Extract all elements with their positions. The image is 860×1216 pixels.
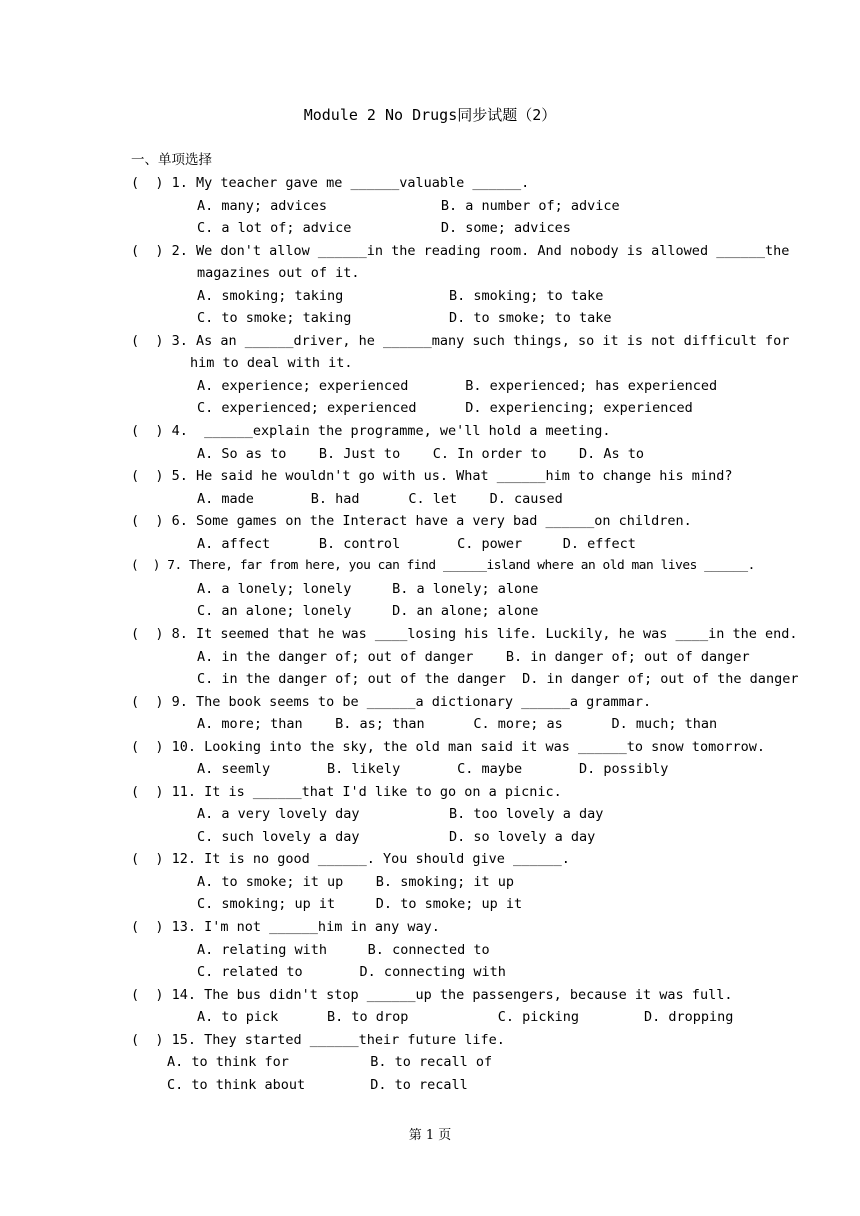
question-line: ( ) 8. It seemed that he was ____losing his life. Luckily, he was ____in the end. — [131, 626, 798, 642]
option-line: A. a lonely; lonely B. a lonely; alone — [197, 581, 539, 597]
option-line: C. related to D. connecting with — [197, 964, 506, 980]
question-line: ( ) 14. The bus didn't stop ______up the passengers, because it was full. — [131, 987, 733, 1003]
option-line: A. experience; experienced B. experienced; has experienced — [197, 378, 718, 394]
option-line: C. smoking; up it D. to smoke; up it — [197, 896, 523, 912]
option-line: A. in the danger of; out of danger B. in danger of; out of danger — [197, 649, 750, 665]
option-line: A. affect B. control C. power D. effect — [197, 536, 636, 552]
question-line: ( ) 5. He said he wouldn't go with us. What ______him to change his mind? — [131, 468, 733, 484]
question-line: ( ) 2. We don't allow ______in the reading room. And nobody is allowed ______the — [131, 243, 790, 259]
question-line: ( ) 15. They started ______their future life. — [131, 1032, 505, 1048]
question-line: ( ) 9. The book seems to be ______a dictionary ______a grammar. — [131, 694, 652, 710]
question-continuation-line: him to deal with it. — [190, 355, 353, 371]
option-line: A. more; than B. as; than C. more; as D. much; than — [197, 716, 718, 732]
question-line: ( ) 11. It is ______that I'd like to go on a picnic. — [131, 784, 562, 800]
option-line: A. seemly B. likely C. maybe D. possibly — [197, 761, 669, 777]
option-line: C. to think about D. to recall — [167, 1077, 468, 1093]
option-line: C. to smoke; taking D. to smoke; to take — [197, 310, 612, 326]
option-line: A. a very lovely day B. too lovely a day — [197, 806, 604, 822]
option-line: A. made B. had C. let D. caused — [197, 491, 563, 507]
question-line: ( ) 13. I'm not ______him in any way. — [131, 919, 440, 935]
question-line: ( ) 7. There, far from here, you can find ______island where an old man lives ______. — [131, 558, 755, 573]
option-line: C. experienced; experienced D. experiencing; experienced — [197, 400, 693, 416]
option-line: A. to pick B. to drop C. picking D. dropping — [197, 1009, 734, 1025]
question-line: ( ) 12. It is no good ______. You should give ______. — [131, 851, 570, 867]
option-line: C. in the danger of; out of the danger D. in danger of; out of the danger — [197, 671, 799, 687]
option-line: A. to smoke; it up B. smoking; it up — [197, 874, 514, 890]
question-continuation-line: magazines out of it. — [197, 265, 360, 281]
option-line: A. to think for B. to recall of — [167, 1054, 493, 1070]
question-line: ( ) 4. ______explain the programme, we'll hold a meeting. — [131, 423, 611, 439]
option-line: C. a lot of; advice D. some; advices — [197, 220, 571, 236]
question-line: ( ) 1. My teacher gave me ______valuable ______. — [131, 175, 530, 191]
option-line: A. relating with B. connected to — [197, 942, 490, 958]
question-line: ( ) 10. Looking into the sky, the old man said it was ______to snow tomorrow. — [131, 739, 765, 755]
question-line: ( ) 3. As an ______driver, he ______many such things, so it is not difficult for — [131, 333, 790, 349]
option-line: C. such lovely a day D. so lovely a day — [197, 829, 596, 845]
page-title: Module 2 No Drugs同步试题（2） — [303, 106, 557, 124]
question-line: ( ) 6. Some games on the Interact have a very bad ______on children. — [131, 513, 692, 529]
option-line: C. an alone; lonely D. an alone; alone — [197, 603, 539, 619]
option-line: A. many; advices B. a number of; advice — [197, 198, 620, 214]
option-line: A. So as to B. Just to C. In order to D. As to — [197, 446, 645, 462]
option-line: A. smoking; taking B. smoking; to take — [197, 288, 604, 304]
section-heading: 一、单项选择 — [131, 152, 212, 168]
page-number: 第 1 页 — [408, 1128, 452, 1143]
